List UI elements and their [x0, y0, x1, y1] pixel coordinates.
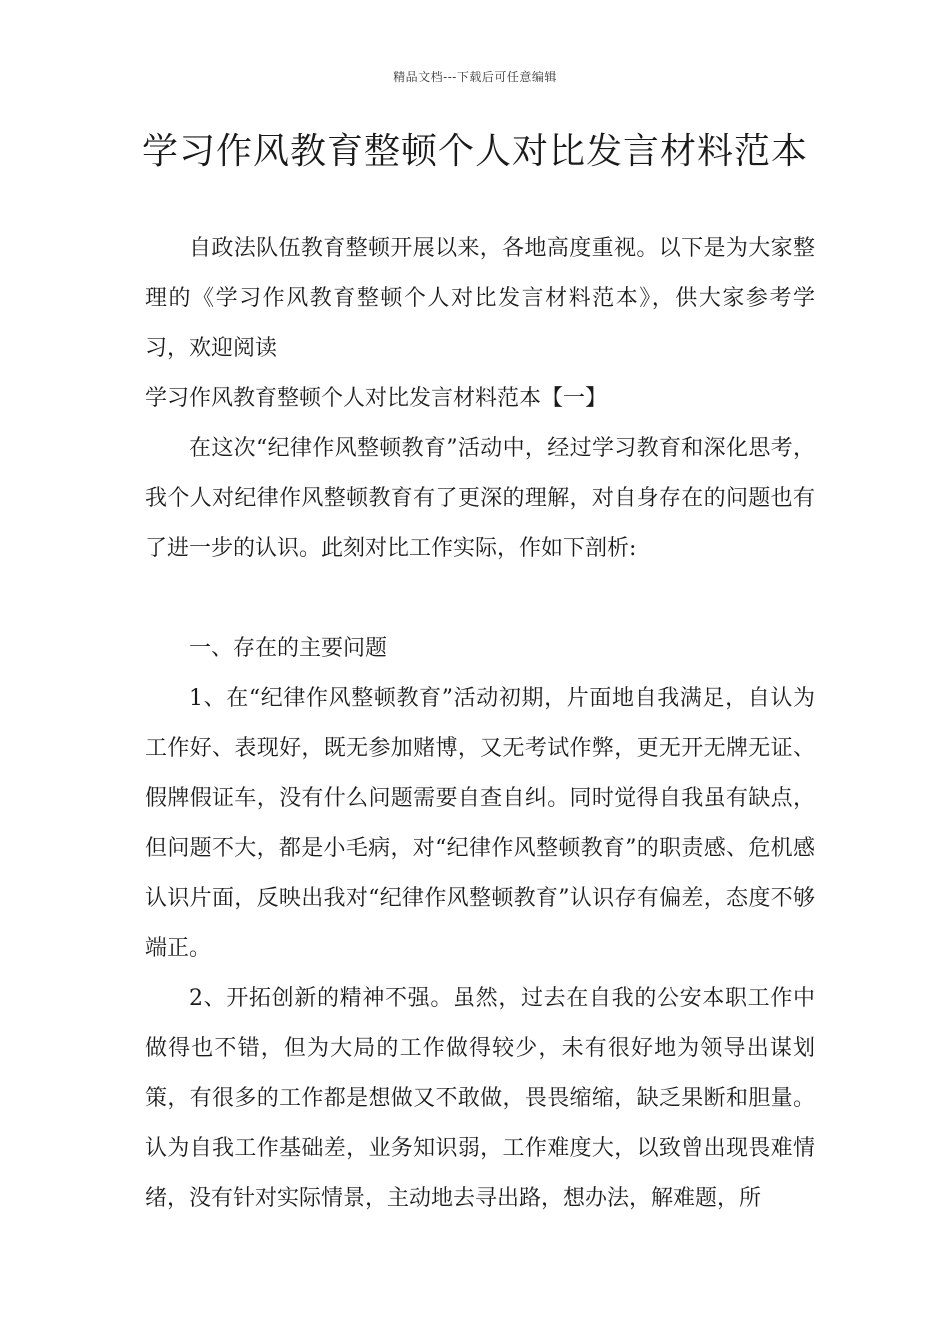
header-note: 精品文档---下载后可任意编辑 — [393, 70, 557, 84]
body-paragraph: 在这次“纪律作风整顿教育”活动中，经过学习教育和深化思考，我个人对纪律作风整顿教育有了更深的理解，对自身存在的问题也有了进一步的认识。此刻对比工作实际，作如下剖析: — [145, 436, 815, 561]
document-body — [145, 224, 815, 1224]
body-paragraph: 2、开拓创新的精神不强。虽然，过去在自我的公安本职工作中做得也不错，但为大局的工作做得较少，未有很好地为领导出谋划策，有很多的工作都是想做又不敢做，畏畏缩缩，缺乏果断和胆量。认为自我工作基础差，业务知识弱，工作难度大，以致曾出现畏难情绪，没有针对实际情景，主动地去寻出路，想办法，解难题，所 — [145, 986, 815, 1211]
intro-paragraph: 自政法队伍教育整顿开展以来，各地高度重视。以下是为大家整理的《学习作风教育整顿个人对比发言材料范本》，供大家参考学习，欢迎阅读 — [145, 236, 815, 361]
section-heading: 学习作风教育整顿个人对比发言材料范本【一】 — [145, 386, 608, 411]
document-title: 学习作风教育整顿个人对比发言材料范本 — [141, 131, 808, 172]
subsection-heading: 一、存在的主要问题 — [189, 636, 388, 661]
blank-line — [145, 574, 815, 624]
body-paragraph: 1、在“纪律作风整顿教育”活动初期，片面地自我满足，自认为工作好、表现好，既无参加赌博，又无考试作弊，更无开无牌无证、假牌假证车，没有什么问题需要自查自纠。同时觉得自我虽有缺点，但问题不大，都是小毛病，对“纪律作风整顿教育”的职责感、危机感认识片面，反映出我对“纪律作风整顿教育”认识存有偏差，态度不够端正。 — [145, 686, 815, 961]
